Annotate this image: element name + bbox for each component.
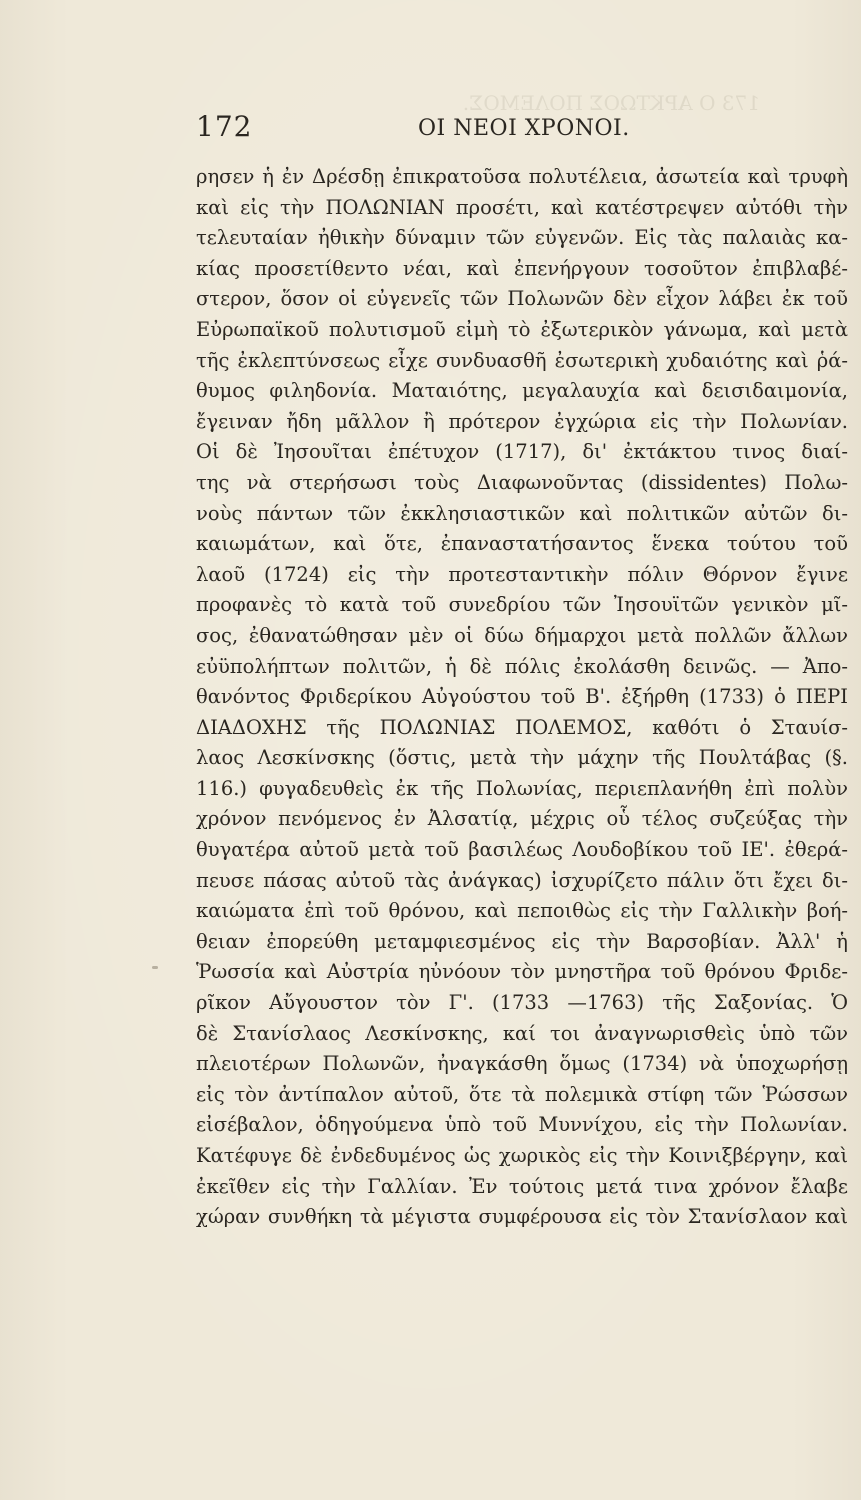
text-line: εἰς τὸν ἀντίπαλον αὐτοῦ, ὅτε τὰ πολεμικὰ στίφη τῶν Ῥώσσων: [196, 1082, 848, 1106]
text-line: λαοῦ (1724) εἰς τὴν προτεσταντικὴν πόλιν Θόρνον ἔγινε: [196, 562, 848, 586]
text-line: στερον, ὅσον οἱ εὐγενεῖς τῶν Πολωνῶν δὲν εἶχον λάβει ἐκ τοῦ: [196, 287, 848, 311]
text-line: καιώματα ἐπὶ τοῦ θρόνου, καὶ πεποιθὼς εἰς τὴν Γαλλικὴν βοή-: [196, 899, 848, 923]
text-line: Οἱ δὲ Ἰησουῖται ἐπέτυχον (1717), δι' ἐκτάκτου τινος διαί-: [196, 440, 848, 464]
page-number: 172: [196, 110, 253, 143]
margin-mark: [152, 966, 158, 969]
text-line: χώραν συνθήκη τὰ μέγιστα συμφέρουσα εἰς τὸν Στανίσλαον καὶ: [196, 1205, 848, 1229]
text-line: τελευταίαν ἠθικὴν δύναμιν τῶν εὐγενῶν. Εἰς τὰς παλαιὰς κα-: [196, 226, 848, 250]
text-line: νοὺς πάντων τῶν ἐκκλησιαστικῶν καὶ πολιτικῶν αὐτῶν δι-: [196, 501, 848, 525]
text-line: ρῖκον Αὔγουστον τὸν Γ'. (1733 —1763) τῆς Σαξονίας. Ὁ: [196, 991, 848, 1015]
text-line: ἔγειναν ἤδη μᾶλλον ἢ πρότερον ἐγχώρια εἰς τὴν Πολωνίαν.: [196, 409, 848, 433]
text-line: Εὐρωπαϊκοῦ πολυτισμοῦ εἰμὴ τὸ ἐξωτερικὸν γάνωμα, καὶ μετὰ: [196, 317, 848, 341]
text-line: θανόντος Φριδερίκου Αὐγούστου τοῦ Β'. ἐξήρθη (1733) ὁ ΠΕΡΙ: [196, 685, 848, 709]
text-line: πευσε πάσας αὐτοῦ τὰς ἀνάγκας) ἰσχυρίζετο πάλιν ὅτι ἔχει δι-: [196, 868, 848, 892]
text-line: δὲ Στανίσλαος Λεσκίνσκης, καί τοι ἀναγνωρισθεὶς ὑπὸ τῶν: [196, 1021, 848, 1045]
text-line: Κατέφυγε δὲ ἐνδεδυμένος ὡς χωρικὸς εἰς τὴν Κοινιξβέργην, καὶ: [196, 1144, 848, 1167]
text-line: εὐϋπολήπτων πολιτῶν, ἡ δὲ πόλις ἐκολάσθη δεινῶς. — Ἀπο-: [196, 654, 848, 678]
text-line: καιωμάτων, καὶ ὅτε, ἐπαναστατήσαντος ἕνεκα τούτου τοῦ: [196, 532, 848, 556]
bleed-through-text: 173 Ο ΑΡΚΤΩΟΣ ΠΟΛΕΜΟΣ.: [462, 91, 760, 115]
text-line: ΔΙΑΔΟΧΗΣ τῆς ΠΟΛΩΝΙΑΣ ΠΟΛΕΜΟΣ, καθότι ὁ Σταυίσ-: [196, 715, 848, 739]
text-line: της νὰ στερήσωσι τοὺς Διαφωνοῦντας (dissidentes) Πολω-: [196, 470, 848, 494]
text-line: τῆς ἐκλεπτύνσεως εἶχε συνδυασθῆ ἐσωτερικὴ χυδαιότης καὶ ῥά-: [196, 348, 848, 372]
text-line: θυγατέρα αὐτοῦ μετὰ τοῦ βασιλέως Λουδοβίκου τοῦ ΙΕ'. ἐθερά-: [196, 838, 848, 862]
text-line: θειαν ἐπορεύθη μεταμφιεσμένος εἰς τὴν Βαρσοβίαν. Ἀλλ' ἡ: [196, 929, 848, 953]
page-header: [196, 110, 846, 150]
text-line: θυμος φιληδονία. Ματαιότης, μεγαλαυχία καὶ δεισιδαιμονία,: [196, 379, 848, 403]
text-line: κίας προσετίθεντο νέαι, καὶ ἐπενήργουν τοσοῦτον ἐπιβλαβέ-: [196, 256, 848, 280]
text-line: 116.) φυγαδευθεὶς ἐκ τῆς Πολωνίας, περιεπλανήθη ἐπὶ πολὺν: [196, 776, 848, 800]
text-line: πλειοτέρων Πολωνῶν, ἠναγκάσθη ὅμως (1734) νὰ ὑποχωρήσῃ: [196, 1052, 848, 1076]
running-head: ΟΙ ΝΕΟΙ ΧΡΟΝΟΙ.: [418, 116, 630, 141]
text-line: Ῥωσσία καὶ Αὐστρία ηὐνόουν τὸν μνηστῆρα τοῦ θρόνου Φριδε-: [196, 960, 848, 984]
text-line: χρόνον πενόμενος ἐν Ἀλσατίᾳ, μέχρις οὗ τέλος συζεύξας τὴν: [196, 807, 848, 831]
text-line: ἐκεῖθεν εἰς τὴν Γαλλίαν. Ἐν τούτοις μετά τινα χρόνον ἔλαβε: [196, 1174, 848, 1198]
text-line: προφανὲς τὸ κατὰ τοῦ συνεδρίου τῶν Ἰησουϊτῶν γενικὸν μῖ-: [196, 593, 848, 617]
text-line: σος, ἐθανατώθησαν μὲν οἱ δύω δήμαρχοι μετὰ πολλῶν ἄλλων: [196, 623, 848, 647]
text-line: εἰσέβαλον, ὁδηγούμενα ὑπὸ τοῦ Μυννίχου, εἰς τὴν Πολωνίαν.: [196, 1113, 848, 1137]
text-line: καὶ εἰς τὴν ΠΟΛΩΝΙΑΝ προσέτι, καὶ κατέστρεψεν αὐτόθι τὴν: [196, 195, 848, 219]
text-line: λαος Λεσκίνσκης (ὅστις, μετὰ τὴν μάχην τῆς Πουλτάβας (§.: [196, 746, 848, 770]
body-text: [196, 162, 848, 1233]
text-line: ρησεν ἡ ἐν Δρέσδῃ ἐπικρατοῦσα πολυτέλεια, ἀσωτεία καὶ τρυφὴ: [196, 165, 848, 188]
